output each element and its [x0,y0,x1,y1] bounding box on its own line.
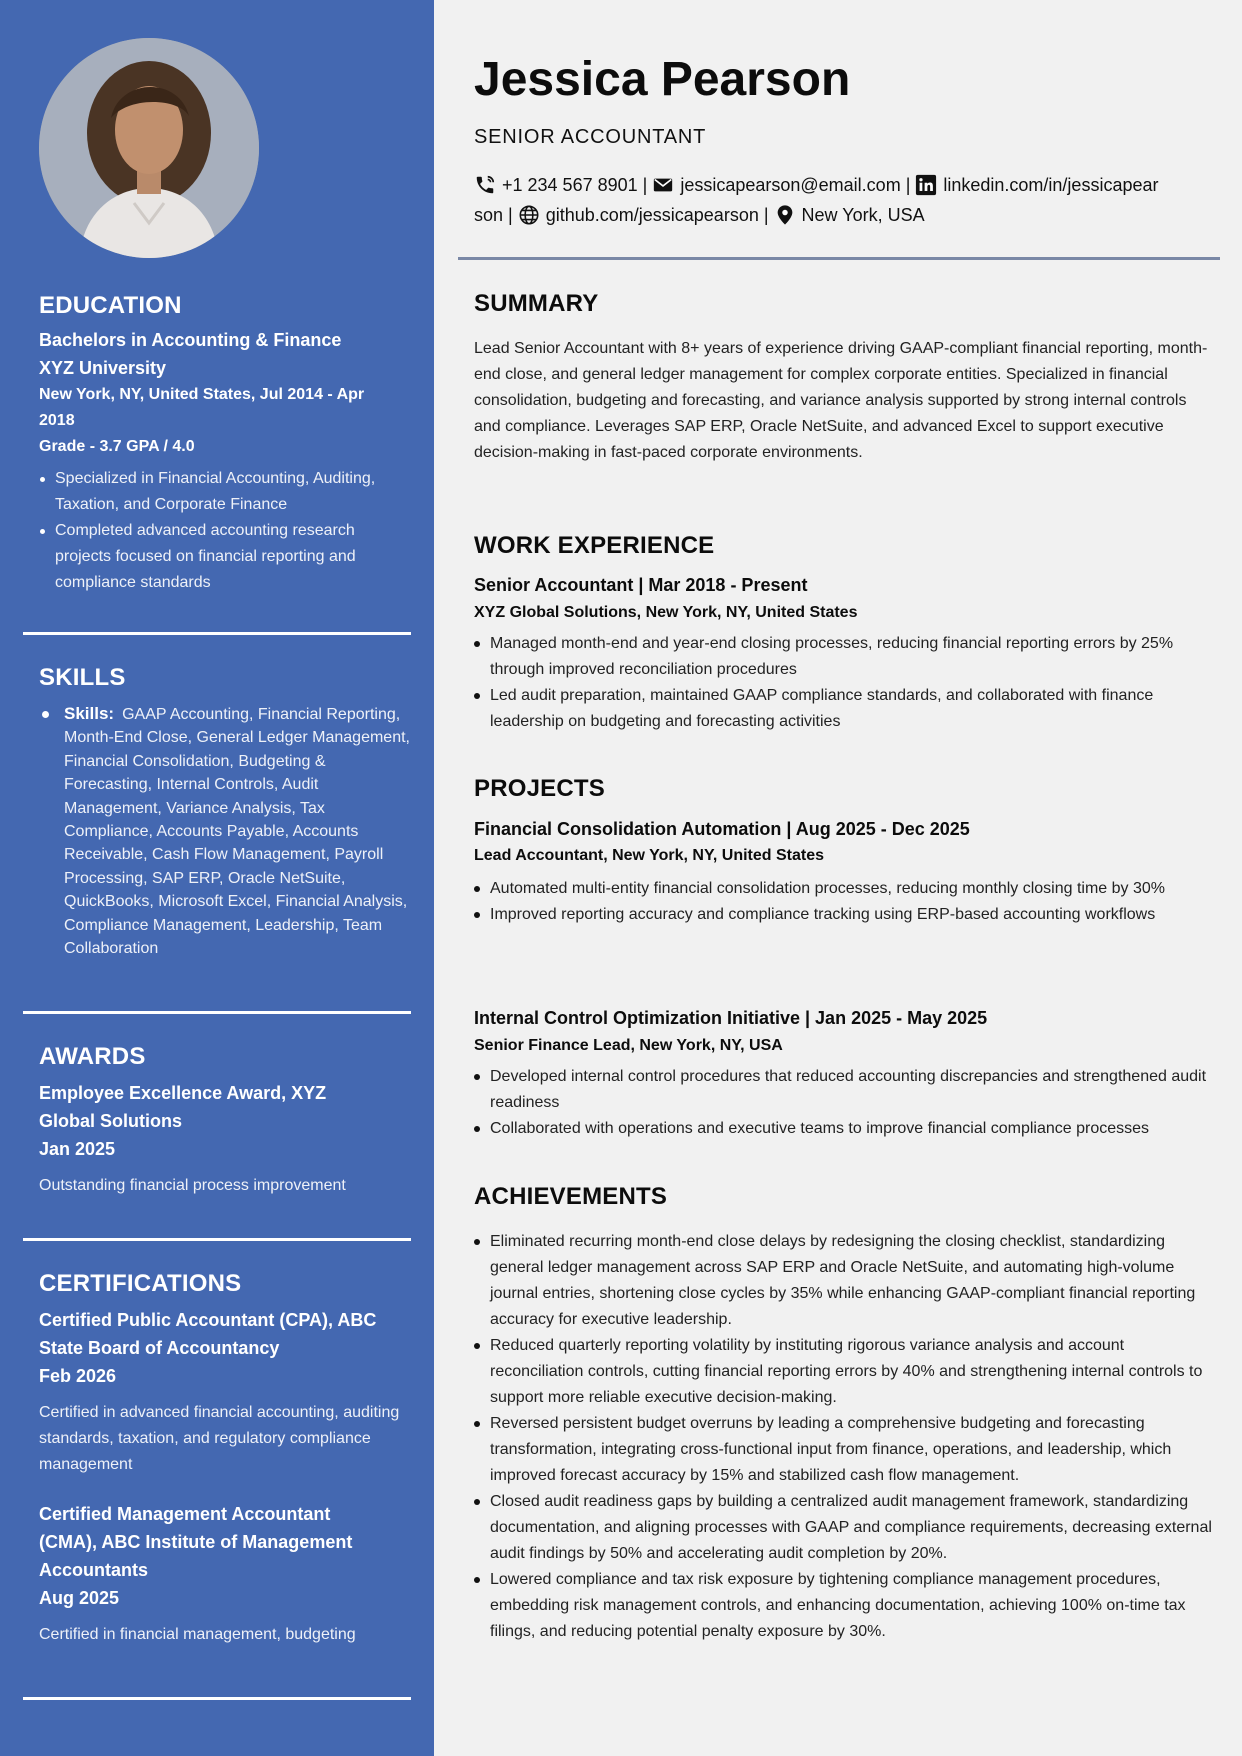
list-item [64,702,411,960]
certifications-section [39,1270,411,1648]
skills-list [39,702,411,960]
list-item: Reversed persistent budget overruns by leading a comprehensive budgeting and forecasting transformation, integrating cross-functional input from finance, operations, and leadership, which improved forecast accuracy by 15% and stabilized cash flow management. [490,1411,1214,1489]
list-item: Eliminated recurring month-end close delays by redesigning the closing checklist, standardizing general ledger management across SAP ERP and Oracle NetSuite, and automating high-volume journal entries, shortening close cycles by 35% while enhancing GAAP-compliant financial reporting accuracy for executive leadership. [490,1229,1214,1333]
experience-bullets [474,631,1214,735]
header-divider [458,257,1220,260]
experience-heading: WORK EXPERIENCE [474,532,715,559]
cert-date: Aug 2025 [39,1588,120,1608]
list-item: Completed advanced accounting research projects focused on financial reporting and compliance standards [55,518,411,596]
project-subtitle: Lead Accountant, New York, NY, United States [474,847,824,864]
linkedin-link[interactable]: linkedin.com/in/jessicapear [943,175,1159,195]
summary-text: Lead Senior Accountant with 8+ years of experience driving GAAP-compliant financial reporting, month-end close, and general ledger management for complex corporate entities. Specialized in financial consolidation, budgeting and forecasting, and variance analysis supported by strong internal controls and compliance. Leverages SAP ERP, Oracle NetSuite, and advanced Excel to support executive decision-making in fast-paced corporate environments. [474,340,1208,461]
education-grade: Grade - 3.7 GPA / 4.0 [39,438,195,455]
education-location-dates-cont: 2018 [39,412,75,429]
award-title: Employee Excellence Award, XYZ [39,1083,327,1103]
project-bullets [474,1064,1214,1142]
cert-title-cont: (CMA), ABC Institute of Management [39,1532,353,1552]
email-icon [652,174,674,196]
divider [23,1238,411,1241]
list-item: Developed internal control procedures that reduced accounting discrepancies and strengthened audit readiness [490,1064,1214,1116]
list-item: Managed month-end and year-end closing processes, reducing financial reporting errors by 25% through improved reconciliation procedures [490,631,1214,683]
candidate-name: Jessica Pearson [474,53,851,106]
cert-title: Certified Public Accountant (CPA), ABC [39,1310,377,1330]
list-item: Collaborated with operations and executive teams to improve financial compliance processes [490,1116,1214,1142]
list-item: Led audit preparation, maintained GAAP compliance standards, and collaborated with finance leadership on budgeting and forecasting activities [490,683,1214,735]
profile-photo [39,38,259,258]
summary-heading: SUMMARY [474,290,599,317]
location-icon [774,204,796,226]
sidebar [0,0,434,1756]
email-link[interactable]: jessicapearson@email.com [680,175,901,195]
experience-role: Senior Accountant | Mar 2018 - Present [474,575,808,595]
skills-label: Skills: [64,704,115,723]
job-title: SENIOR ACCOUNTANT [474,126,707,148]
cert-description: Certified in advanced financial accounting, auditing standards, taxation, and regulatory compliance management [39,1404,400,1473]
contact-info: +1 234 567 8901 | jessicapearson@email.com | linkedin.com/in/jessicapear son | github.com/jessicapearson | New York, USA [474,175,1159,225]
award-date: Jan 2025 [39,1139,116,1159]
divider [23,1697,411,1700]
phone-link[interactable]: +1 234 567 8901 [502,175,638,195]
list-item: Closed audit readiness gaps by building a centralized audit management framework, standardizing documentation, and aligning processes with GAAP and compliance requirements, decreasing external audit findings by 50% and accelerating audit completion by 20%. [490,1489,1214,1567]
divider [23,1011,411,1014]
project-title: Internal Control Optimization Initiative | Jan 2025 - May 2025 [474,1008,988,1028]
award-title-cont: Global Solutions [39,1111,182,1131]
list-item: Automated multi-entity financial consolidation processes, reducing monthly closing time by 30% [490,876,1214,902]
profile-photo-illustration [39,38,259,258]
cert-date: Feb 2026 [39,1366,117,1386]
education-bullets [39,466,411,596]
skills-section [39,664,411,960]
project-title: Financial Consolidation Automation | Aug 2025 - Dec 2025 [474,819,970,839]
achievements-heading: ACHIEVEMENTS [474,1183,668,1210]
cert-title-cont: Accountants [39,1560,149,1580]
awards-heading: AWARDS [39,1043,146,1070]
project-bullets [474,876,1214,928]
education-section [39,292,411,596]
awards-section [39,1043,411,1199]
linkedin-icon [915,174,937,196]
location-text: New York, USA [801,205,925,225]
list-item: Lowered compliance and tax risk exposure by tightening compliance management procedures, embedding risk management controls, and enhancing documentation, achieving 100% on-time tax filings, and reducing potential penalty exposure by 30%. [490,1567,1214,1645]
award-description: Outstanding financial process improvement [39,1177,346,1194]
education-school: XYZ University [39,358,167,378]
cert-title-cont: State Board of Accountancy [39,1338,280,1358]
list-item: Improved reporting accuracy and compliance tracking using ERP-based accounting workflows [490,902,1214,928]
skills-text: GAAP Accounting, Financial Reporting, Month-End Close, General Ledger Management, Financial Consolidation, Budgeting & Forecasting, Internal Controls, Audit Management, Variance Analysis, Tax Compliance, Accounts Payable, Accounts Receivable, Cash Flow Management, Payroll Processing, SAP ERP, Oracle NetSuite, QuickBooks, Microsoft Excel, Financial Analysis, Compliance Management, Leadership, Team Collaboration [64,706,410,958]
project-subtitle: Senior Finance Lead, New York, NY, USA [474,1037,783,1054]
phone-icon [474,174,496,196]
cert-description: Certified in financial management, budgeting [39,1626,356,1643]
cert-title: Certified Management Accountant [39,1504,331,1524]
globe-icon [518,204,540,226]
linkedin-link-cont[interactable]: son [474,205,504,225]
education-heading: EDUCATION [39,292,182,319]
certifications-heading: CERTIFICATIONS [39,1270,242,1297]
list-item: Reduced quarterly reporting volatility by instituting rigorous variance analysis and account reconciliation controls, cutting financial reporting errors by 40% and strengthening internal controls to support more reliable executive decision-making. [490,1333,1214,1411]
education-location-dates: New York, NY, United States, Jul 2014 - Apr [39,386,365,403]
skills-heading: SKILLS [39,664,126,691]
education-degree: Bachelors in Accounting & Finance [39,330,342,350]
divider [23,632,411,635]
projects-heading: PROJECTS [474,775,605,802]
achievements-bullets [474,1229,1214,1645]
list-item: Specialized in Financial Accounting, Auditing, Taxation, and Corporate Finance [55,466,411,518]
experience-company: XYZ Global Solutions, New York, NY, United States [474,604,858,621]
github-link[interactable]: github.com/jessicapearson [545,205,759,225]
